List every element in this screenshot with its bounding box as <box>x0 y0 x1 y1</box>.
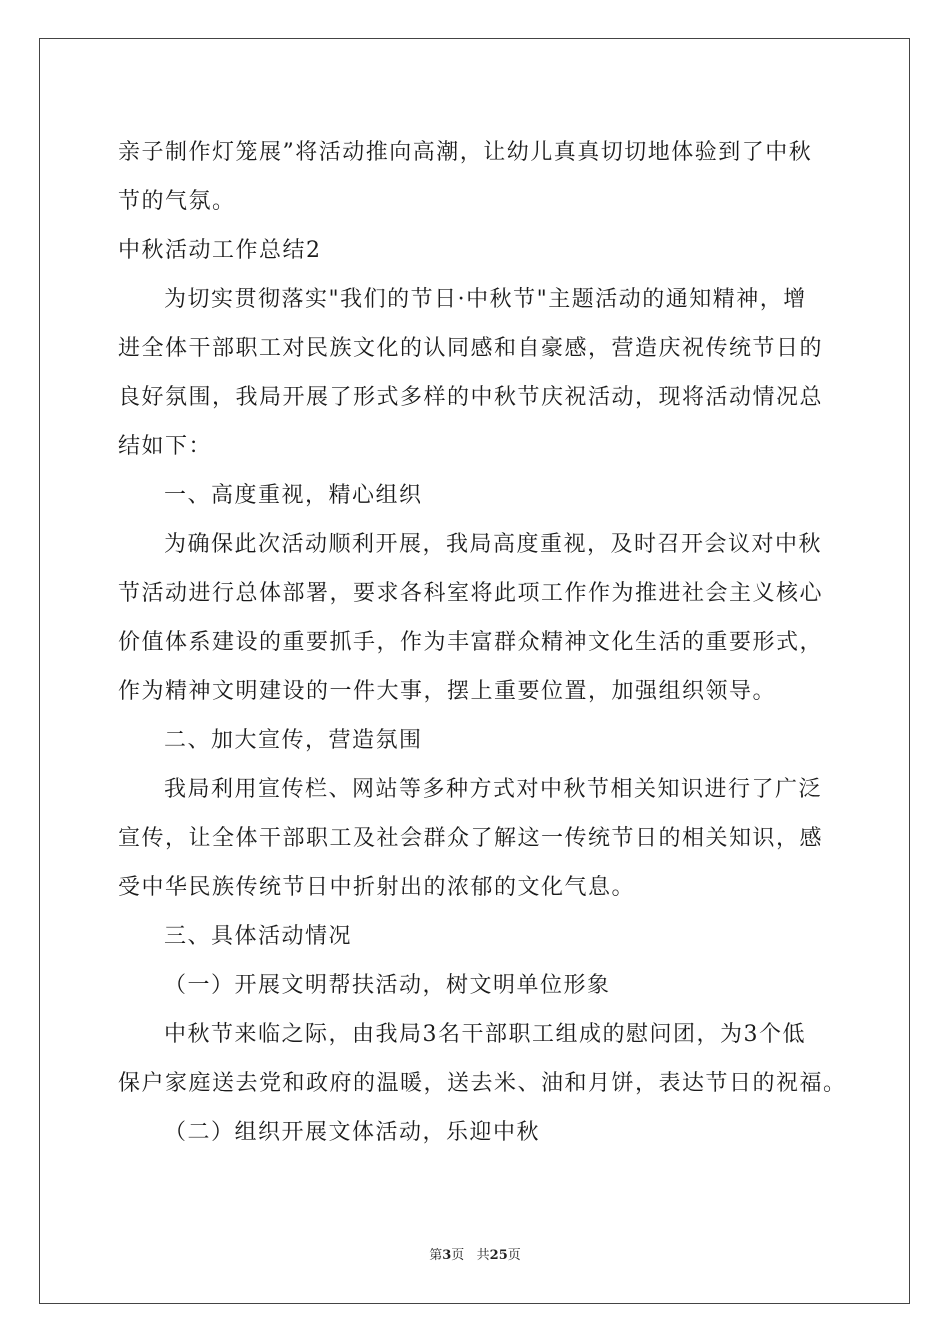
footer-prefix: 第 <box>429 1248 443 1263</box>
text-line: 受中华民族传统节日中折射出的浓郁的文化气息。 <box>118 875 636 900</box>
text-line: （一）开展文明帮扶活动，树文明单位形象 <box>164 973 611 998</box>
text-line: 进全体干部职工对民族文化的认同感和自豪感，营造庆祝传统节日的 <box>118 336 824 361</box>
page-footer <box>0 1244 950 1263</box>
text-line: （二）组织开展文体活动，乐迎中秋 <box>164 1120 541 1145</box>
text-line: 为确保此次活动顺利开展，我局高度重视，及时召开会议对中秋 <box>164 532 823 557</box>
text-line: 我局利用宣传栏、网站等多种方式对中秋节相关知识进行了广泛 <box>164 777 823 802</box>
text-line: 结如下： <box>118 434 213 459</box>
text-line: 亲子制作灯笼展”将活动推向高潮，让幼儿真真切切地体验到了中秋 <box>118 140 813 165</box>
text-line: 一、高度重视，精心组织 <box>164 483 423 508</box>
text-line: 节活动进行总体部署，要求各科室将此项工作作为推进社会主义核心 <box>118 581 824 606</box>
footer-mid: 页 共 <box>451 1248 490 1263</box>
text-line: 保户家庭送去党和政府的温暖，送去米、油和月饼，表达节日的祝福。 <box>118 1071 847 1096</box>
total-page-count: 25 <box>489 1248 508 1263</box>
text-line: 二、加大宣传，营造氛围 <box>164 728 423 753</box>
text-line: 中秋节来临之际，由我局3名干部职工组成的慰问团，为3个低 <box>164 1022 806 1047</box>
text-line: 节的气氛。 <box>118 189 236 214</box>
section-heading: 中秋活动工作总结2 <box>118 238 322 263</box>
current-page-number: 3 <box>442 1248 452 1263</box>
text-line: 良好氛围，我局开展了形式多样的中秋节庆祝活动，现将活动情况总 <box>118 385 824 410</box>
text-line: 三、具体活动情况 <box>164 924 353 949</box>
text-line: 作为精神文明建设的一件大事，摆上重要位置，加强组织领导。 <box>118 679 777 704</box>
text-line: 宣传，让全体干部职工及社会群众了解这一传统节日的相关知识，感 <box>118 826 824 851</box>
document-body <box>118 128 847 1157</box>
footer-suffix: 页 <box>507 1248 521 1263</box>
text-line: 为切实贯彻落实"我们的节日·中秋节"主题活动的通知精神，增 <box>164 287 807 312</box>
text-line: 价值体系建设的重要抓手，作为丰富群众精神文化生活的重要形式， <box>118 630 824 655</box>
